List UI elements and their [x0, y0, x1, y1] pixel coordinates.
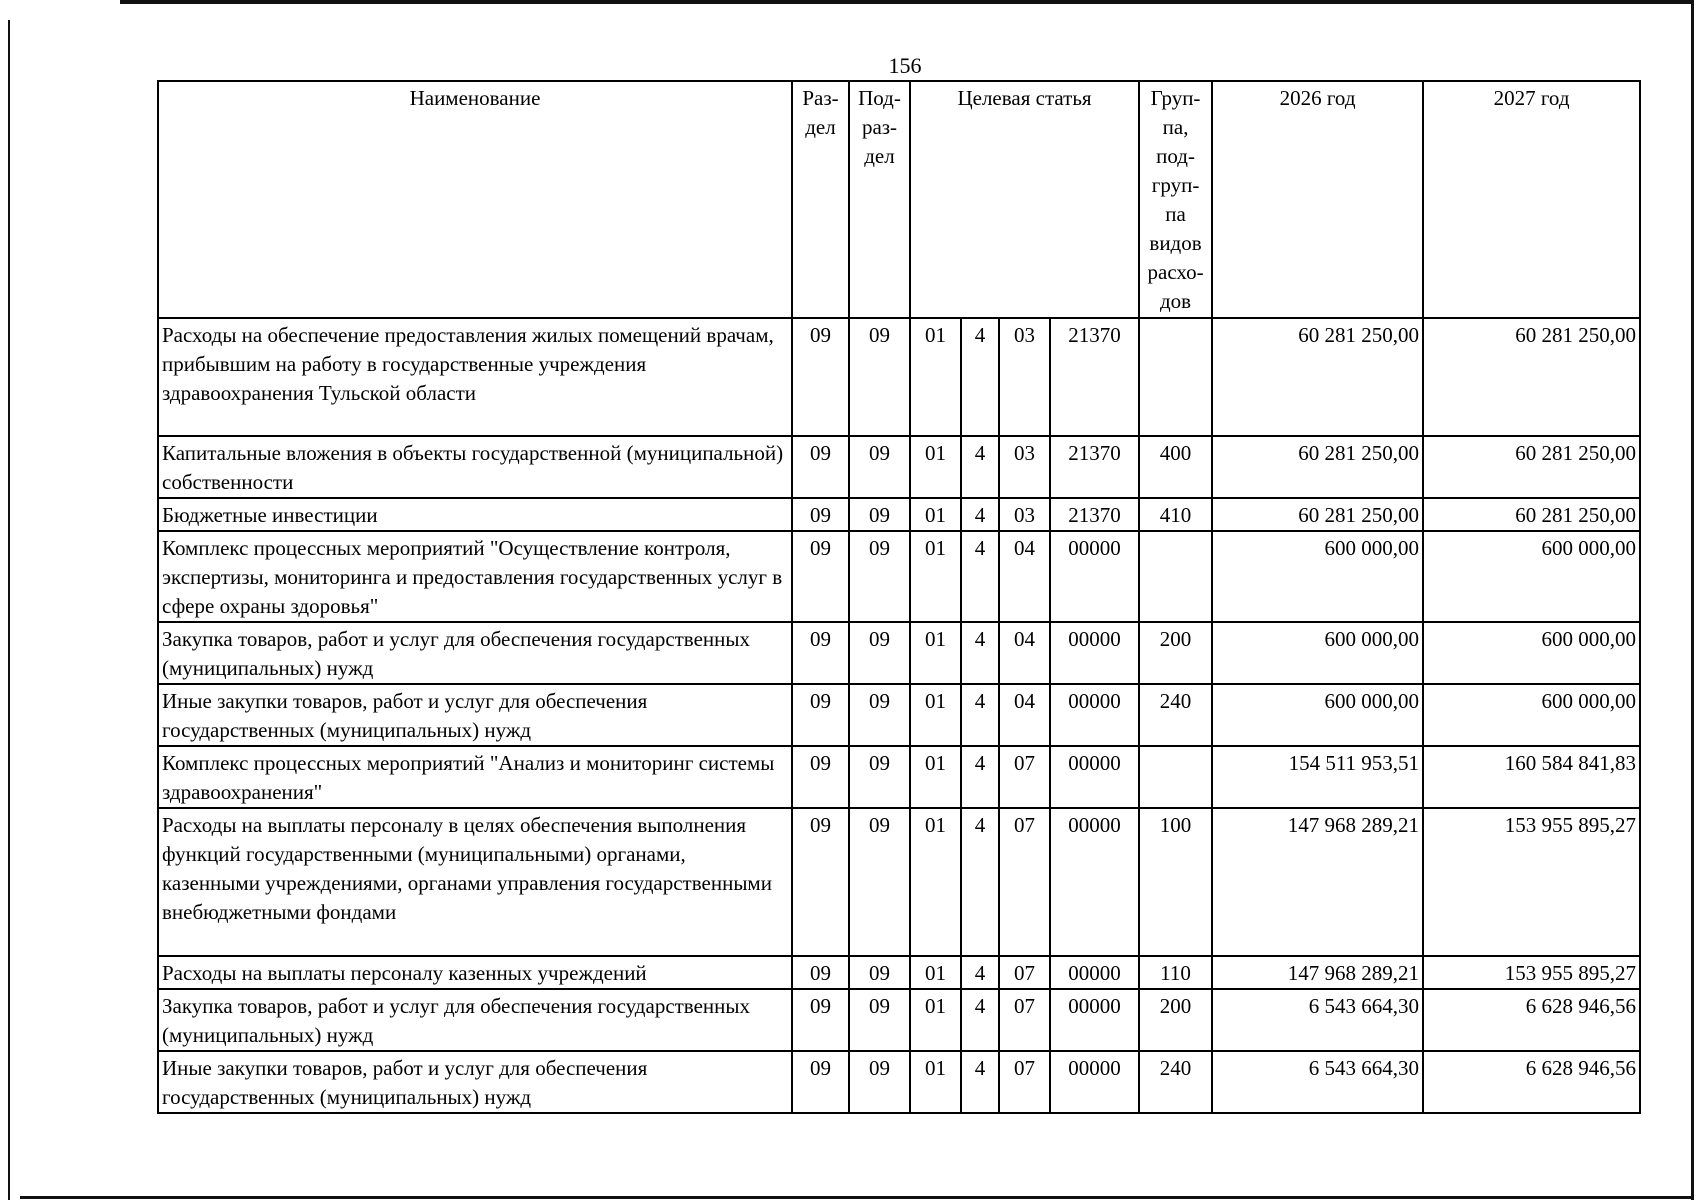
cell-celevaya-1: 01 — [910, 808, 961, 956]
cell-celevaya-1: 01 — [910, 498, 961, 531]
cell-2027: 60 281 250,00 — [1423, 436, 1640, 498]
cell-celevaya-1: 01 — [910, 746, 961, 808]
cell-gruppa — [1139, 318, 1212, 436]
cell-2026: 154 511 953,51 — [1212, 746, 1423, 808]
cell-2026: 6 543 664,30 — [1212, 1051, 1423, 1113]
cell-celevaya-4: 00000 — [1050, 684, 1139, 746]
cell-razdel: 09 — [792, 622, 849, 684]
cell-2026: 60 281 250,00 — [1212, 318, 1423, 436]
table-row — [158, 531, 1640, 622]
cell-gruppa: 110 — [1139, 956, 1212, 989]
cell-2027: 153 955 895,27 — [1423, 808, 1640, 956]
cell-2027: 160 584 841,83 — [1423, 746, 1640, 808]
cell-2026: 6 543 664,30 — [1212, 989, 1423, 1051]
cell-celevaya-3: 04 — [999, 684, 1050, 746]
cell-2027: 600 000,00 — [1423, 622, 1640, 684]
cell-razdel: 09 — [792, 746, 849, 808]
cell-celevaya-1: 01 — [910, 1051, 961, 1113]
cell-gruppa — [1139, 746, 1212, 808]
scan-border-bottom — [20, 1196, 1694, 1199]
header-name: Наименование — [158, 81, 792, 318]
cell-celevaya-1: 01 — [910, 436, 961, 498]
header-razdel: Раз- дел — [792, 81, 849, 318]
cell-celevaya-1: 01 — [910, 956, 961, 989]
cell-name: Иные закупки товаров, работ и услуг для обеспечения государственных (муниципальных) нужд — [158, 1051, 792, 1113]
cell-celevaya-4: 00000 — [1050, 1051, 1139, 1113]
table-row — [158, 1051, 1640, 1113]
cell-celevaya-3: 03 — [999, 498, 1050, 531]
cell-celevaya-3: 03 — [999, 436, 1050, 498]
table-row — [158, 746, 1640, 808]
cell-celevaya-3: 07 — [999, 989, 1050, 1051]
cell-razdel: 09 — [792, 436, 849, 498]
cell-2027: 6 628 946,56 — [1423, 1051, 1640, 1113]
cell-celevaya-4: 00000 — [1050, 808, 1139, 956]
table-row — [158, 684, 1640, 746]
cell-podrazdel: 09 — [849, 684, 910, 746]
cell-name: Капитальные вложения в объекты государственной (муниципальной) собственности — [158, 436, 792, 498]
cell-name: Закупка товаров, работ и услуг для обеспечения государственных (муниципальных) нужд — [158, 622, 792, 684]
cell-name: Бюджетные инвестиции — [158, 498, 792, 531]
cell-razdel: 09 — [792, 808, 849, 956]
cell-celevaya-4: 21370 — [1050, 318, 1139, 436]
cell-gruppa: 400 — [1139, 436, 1212, 498]
table-row — [158, 622, 1640, 684]
cell-podrazdel: 09 — [849, 436, 910, 498]
cell-2027: 60 281 250,00 — [1423, 498, 1640, 531]
cell-razdel: 09 — [792, 531, 849, 622]
table-header-row — [158, 81, 1640, 318]
cell-2027: 600 000,00 — [1423, 531, 1640, 622]
cell-2026: 147 968 289,21 — [1212, 808, 1423, 956]
cell-gruppa — [1139, 531, 1212, 622]
table-row — [158, 808, 1640, 956]
cell-celevaya-3: 07 — [999, 956, 1050, 989]
cell-gruppa: 200 — [1139, 989, 1212, 1051]
cell-name: Комплекс процессных мероприятий "Анализ и мониторинг системы здравоохранения" — [158, 746, 792, 808]
cell-celevaya-3: 04 — [999, 622, 1050, 684]
cell-celevaya-3: 04 — [999, 531, 1050, 622]
cell-podrazdel: 09 — [849, 531, 910, 622]
cell-celevaya-4: 00000 — [1050, 531, 1139, 622]
cell-2027: 6 628 946,56 — [1423, 989, 1640, 1051]
cell-celevaya-1: 01 — [910, 531, 961, 622]
cell-celevaya-2: 4 — [961, 531, 999, 622]
cell-2027: 60 281 250,00 — [1423, 318, 1640, 436]
table-row — [158, 436, 1640, 498]
cell-podrazdel: 09 — [849, 622, 910, 684]
cell-gruppa: 240 — [1139, 1051, 1212, 1113]
scan-border-left — [8, 20, 10, 1200]
header-2026: 2026 год — [1212, 81, 1423, 318]
cell-celevaya-3: 03 — [999, 318, 1050, 436]
cell-celevaya-3: 07 — [999, 746, 1050, 808]
cell-2027: 153 955 895,27 — [1423, 956, 1640, 989]
cell-razdel: 09 — [792, 956, 849, 989]
cell-celevaya-3: 07 — [999, 1051, 1050, 1113]
cell-celevaya-2: 4 — [961, 684, 999, 746]
header-gruppa: Груп- па, под- груп- па видов расхо- дов — [1139, 81, 1212, 318]
cell-celevaya-2: 4 — [961, 1051, 999, 1113]
cell-celevaya-2: 4 — [961, 956, 999, 989]
cell-podrazdel: 09 — [849, 989, 910, 1051]
table-row — [158, 956, 1640, 989]
budget-table — [157, 80, 1641, 1114]
cell-celevaya-3: 07 — [999, 808, 1050, 956]
cell-razdel: 09 — [792, 989, 849, 1051]
cell-celevaya-4: 00000 — [1050, 989, 1139, 1051]
cell-celevaya-1: 01 — [910, 318, 961, 436]
cell-podrazdel: 09 — [849, 746, 910, 808]
cell-name: Расходы на обеспечение предоставления жилых помещений врачам, прибывшим на работу в государственные учреждения здравоохранения Тульской области — [158, 318, 792, 436]
cell-celevaya-2: 4 — [961, 318, 999, 436]
cell-podrazdel: 09 — [849, 498, 910, 531]
cell-name: Расходы на выплаты персоналу в целях обеспечения выполнения функций государственными (муниципальными) органами, казенными учреждениями, органами управления государственными внебюджетными фондами — [158, 808, 792, 956]
cell-2026: 600 000,00 — [1212, 531, 1423, 622]
cell-celevaya-1: 01 — [910, 684, 961, 746]
cell-celevaya-4: 00000 — [1050, 746, 1139, 808]
cell-celevaya-2: 4 — [961, 498, 999, 531]
header-podrazdel: Под- раз- дел — [849, 81, 910, 318]
header-2027: 2027 год — [1423, 81, 1640, 318]
page-number: 156 — [888, 53, 922, 78]
cell-podrazdel: 09 — [849, 318, 910, 436]
cell-name: Иные закупки товаров, работ и услуг для обеспечения государственных (муниципальных) нужд — [158, 684, 792, 746]
cell-celevaya-1: 01 — [910, 989, 961, 1051]
cell-2026: 60 281 250,00 — [1212, 498, 1423, 531]
cell-podrazdel: 09 — [849, 956, 910, 989]
cell-2026: 600 000,00 — [1212, 684, 1423, 746]
cell-celevaya-2: 4 — [961, 436, 999, 498]
cell-gruppa: 240 — [1139, 684, 1212, 746]
cell-celevaya-4: 21370 — [1050, 436, 1139, 498]
scan-border-top — [120, 0, 1694, 4]
cell-podrazdel: 09 — [849, 808, 910, 956]
cell-2027: 600 000,00 — [1423, 684, 1640, 746]
cell-celevaya-4: 00000 — [1050, 622, 1139, 684]
cell-razdel: 09 — [792, 318, 849, 436]
cell-name: Комплекс процессных мероприятий "Осуществление контроля, экспертизы, мониторинга и предоставления государственных услуг в сфере охраны здоровья" — [158, 531, 792, 622]
cell-gruppa: 200 — [1139, 622, 1212, 684]
table-row — [158, 989, 1640, 1051]
cell-gruppa: 100 — [1139, 808, 1212, 956]
cell-gruppa: 410 — [1139, 498, 1212, 531]
cell-razdel: 09 — [792, 498, 849, 531]
cell-2026: 60 281 250,00 — [1212, 436, 1423, 498]
cell-celevaya-2: 4 — [961, 808, 999, 956]
cell-celevaya-2: 4 — [961, 746, 999, 808]
cell-razdel: 09 — [792, 1051, 849, 1113]
cell-celevaya-1: 01 — [910, 622, 961, 684]
cell-celevaya-2: 4 — [961, 989, 999, 1051]
cell-celevaya-2: 4 — [961, 622, 999, 684]
table-row — [158, 498, 1640, 531]
cell-celevaya-4: 00000 — [1050, 956, 1139, 989]
cell-name: Расходы на выплаты персоналу казенных учреждений — [158, 956, 792, 989]
cell-podrazdel: 09 — [849, 1051, 910, 1113]
table-row — [158, 318, 1640, 436]
cell-2026: 600 000,00 — [1212, 622, 1423, 684]
cell-celevaya-4: 21370 — [1050, 498, 1139, 531]
cell-2026: 147 968 289,21 — [1212, 956, 1423, 989]
cell-name: Закупка товаров, работ и услуг для обеспечения государственных (муниципальных) нужд — [158, 989, 792, 1051]
header-celevaya-statya: Целевая статья — [910, 81, 1139, 318]
cell-razdel: 09 — [792, 684, 849, 746]
